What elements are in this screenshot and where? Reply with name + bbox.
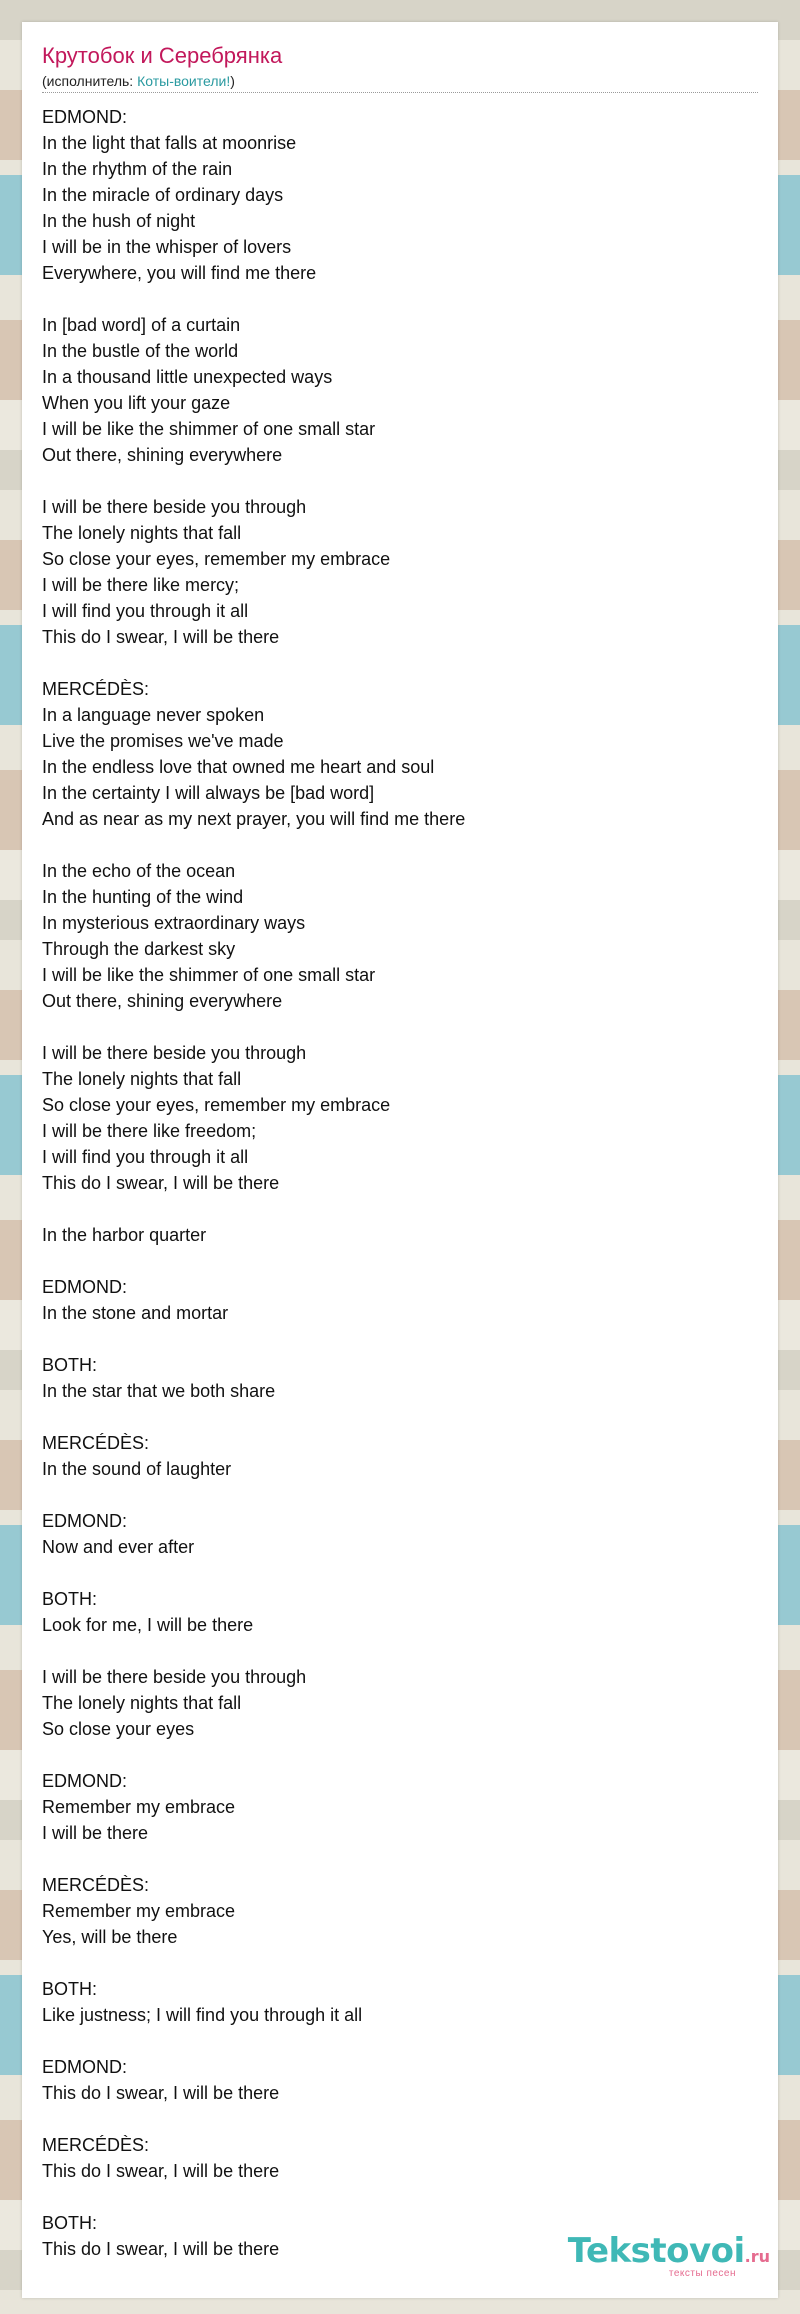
lyrics-line: EDMOND: — [42, 107, 127, 127]
lyrics-line: BOTH: — [42, 2213, 98, 2233]
lyrics-line: Now and ever after — [42, 1537, 195, 1557]
lyrics-line: I will be there beside you through — [42, 1043, 307, 1063]
lyrics-line: The lonely nights that fall — [42, 1069, 242, 1089]
performer-line — [42, 72, 235, 90]
lyrics-line: EDMOND: — [42, 1771, 127, 1791]
lyrics-line: Yes, will be there — [42, 1927, 178, 1947]
song-title: Крутобок и Серебрянка — [42, 43, 283, 68]
lyrics-line: In the stone and mortar — [42, 1303, 229, 1323]
lyrics-line: In mysterious extraordinary ways — [42, 913, 306, 933]
lyrics-stanza — [42, 312, 762, 468]
lyrics-line: I will be in the whisper of lovers — [42, 237, 292, 257]
logo-tagline: тексты песен — [668, 2268, 736, 2279]
lyrics-line: In the sound of laughter — [42, 1459, 232, 1479]
lyrics-stanza — [42, 1040, 762, 1196]
performer-prefix: (исполнитель: — [42, 73, 138, 89]
lyrics-stanza — [42, 2132, 762, 2184]
lyrics-line: In the rhythm of the rain — [42, 159, 233, 179]
lyrics-line: I will be like the shimmer of one small star — [42, 965, 376, 985]
lyrics-stanza — [42, 1352, 762, 1404]
lyrics-line: In the light that falls at moonrise — [42, 133, 297, 153]
lyrics-line: This do I swear, I will be there — [42, 2239, 280, 2259]
lyrics-line: I will be like the shimmer of one small star — [42, 419, 376, 439]
lyrics-line: Through the darkest sky — [42, 939, 236, 959]
lyrics-line: When you lift your gaze — [42, 393, 231, 413]
lyrics-stanza — [42, 494, 762, 650]
lyrics-line: EDMOND: — [42, 1277, 127, 1297]
performer-suffix: ) — [230, 73, 235, 89]
lyrics-line: Remember my embrace — [42, 1901, 236, 1921]
lyrics-line: In the hush of night — [42, 211, 196, 231]
lyrics-line: And as near as my next prayer, you will find me there — [42, 809, 466, 829]
lyrics-line: I will find you through it all — [42, 1147, 249, 1167]
lyrics-stanza — [42, 1872, 762, 1950]
lyrics-line: This do I swear, I will be there — [42, 1173, 280, 1193]
lyrics-line: In a thousand little unexpected ways — [42, 367, 333, 387]
lyrics-line: I will be there beside you through — [42, 1667, 307, 1687]
lyrics-stanza — [42, 676, 762, 832]
lyrics-line: MERCÉDÈS: — [42, 2135, 150, 2155]
site-logo[interactable] — [567, 2231, 770, 2280]
lyrics-line: In the endless love that owned me heart and soul — [42, 757, 435, 777]
lyrics-stanza — [42, 1430, 762, 1482]
lyrics-line: This do I swear, I will be there — [42, 2083, 280, 2103]
lyrics-line: BOTH: — [42, 1979, 98, 1999]
lyrics-line: BOTH: — [42, 1589, 98, 1609]
lyrics-stanza — [42, 1664, 762, 1742]
lyrics-stanza — [42, 1222, 762, 1248]
lyrics-line: MERCÉDÈS: — [42, 1433, 150, 1453]
lyrics-line: In a language never spoken — [42, 705, 265, 725]
lyrics-line: Everywhere, you will find me there — [42, 263, 317, 283]
lyrics-line: Out there, shining everywhere — [42, 991, 283, 1011]
artist-link[interactable]: Коты-воители! — [137, 73, 231, 89]
logo-wordmark: Tekstovoi — [567, 2231, 745, 2271]
lyrics-line: This do I swear, I will be there — [42, 627, 280, 647]
lyrics-line: In [bad word] of a curtain — [42, 315, 241, 335]
lyrics-line: BOTH: — [42, 1355, 98, 1375]
lyrics-line: EDMOND: — [42, 1511, 127, 1531]
lyrics-line: I will be there — [42, 1823, 149, 1843]
lyrics-line: So close your eyes — [42, 1719, 195, 1739]
lyrics-line: The lonely nights that fall — [42, 523, 242, 543]
lyrics-line: In the miracle of ordinary days — [42, 185, 284, 205]
lyrics-line: In the echo of the ocean — [42, 861, 236, 881]
lyrics-stanza — [42, 2054, 762, 2106]
lyrics-line: This do I swear, I will be there — [42, 2161, 280, 2181]
lyrics-line: So close your eyes, remember my embrace — [42, 549, 391, 569]
lyrics-stanza — [42, 1274, 762, 1326]
lyrics-stanza — [42, 104, 762, 286]
lyrics-line: I will be there beside you through — [42, 497, 307, 517]
lyrics-line: I will find you through it all — [42, 601, 249, 621]
lyrics-line: Like justness; I will find you through it all — [42, 2005, 363, 2025]
lyrics-line: In the star that we both share — [42, 1381, 276, 1401]
dotted-divider — [42, 92, 758, 93]
lyrics-line: Remember my embrace — [42, 1797, 236, 1817]
lyrics-line: In the harbor quarter — [42, 1225, 207, 1245]
lyrics-line: In the bustle of the world — [42, 341, 239, 361]
lyrics-line: EDMOND: — [42, 2057, 127, 2077]
lyrics-line: The lonely nights that fall — [42, 1693, 242, 1713]
lyrics-line: Look for me, I will be there — [42, 1615, 254, 1635]
lyrics-line: So close your eyes, remember my embrace — [42, 1095, 391, 1115]
logo-tld: .ru — [744, 2247, 770, 2266]
lyrics-line: MERCÉDÈS: — [42, 1875, 150, 1895]
lyrics-stanza — [42, 1586, 762, 1638]
lyrics-line: MERCÉDÈS: — [42, 679, 150, 699]
lyrics-line: I will be there like freedom; — [42, 1121, 257, 1141]
lyrics-line: I will be there like mercy; — [42, 575, 240, 595]
lyrics-card — [22, 22, 778, 2298]
lyrics-stanza — [42, 1508, 762, 1560]
lyrics-line: In the hunting of the wind — [42, 887, 244, 907]
lyrics-line: Live the promises we've made — [42, 731, 284, 751]
lyrics-text — [42, 104, 762, 2288]
lyrics-line: In the certainty I will always be [bad word] — [42, 783, 375, 803]
lyrics-stanza — [42, 858, 762, 1014]
lyrics-stanza — [42, 1976, 762, 2028]
lyrics-stanza — [42, 1768, 762, 1846]
lyrics-line: Out there, shining everywhere — [42, 445, 283, 465]
